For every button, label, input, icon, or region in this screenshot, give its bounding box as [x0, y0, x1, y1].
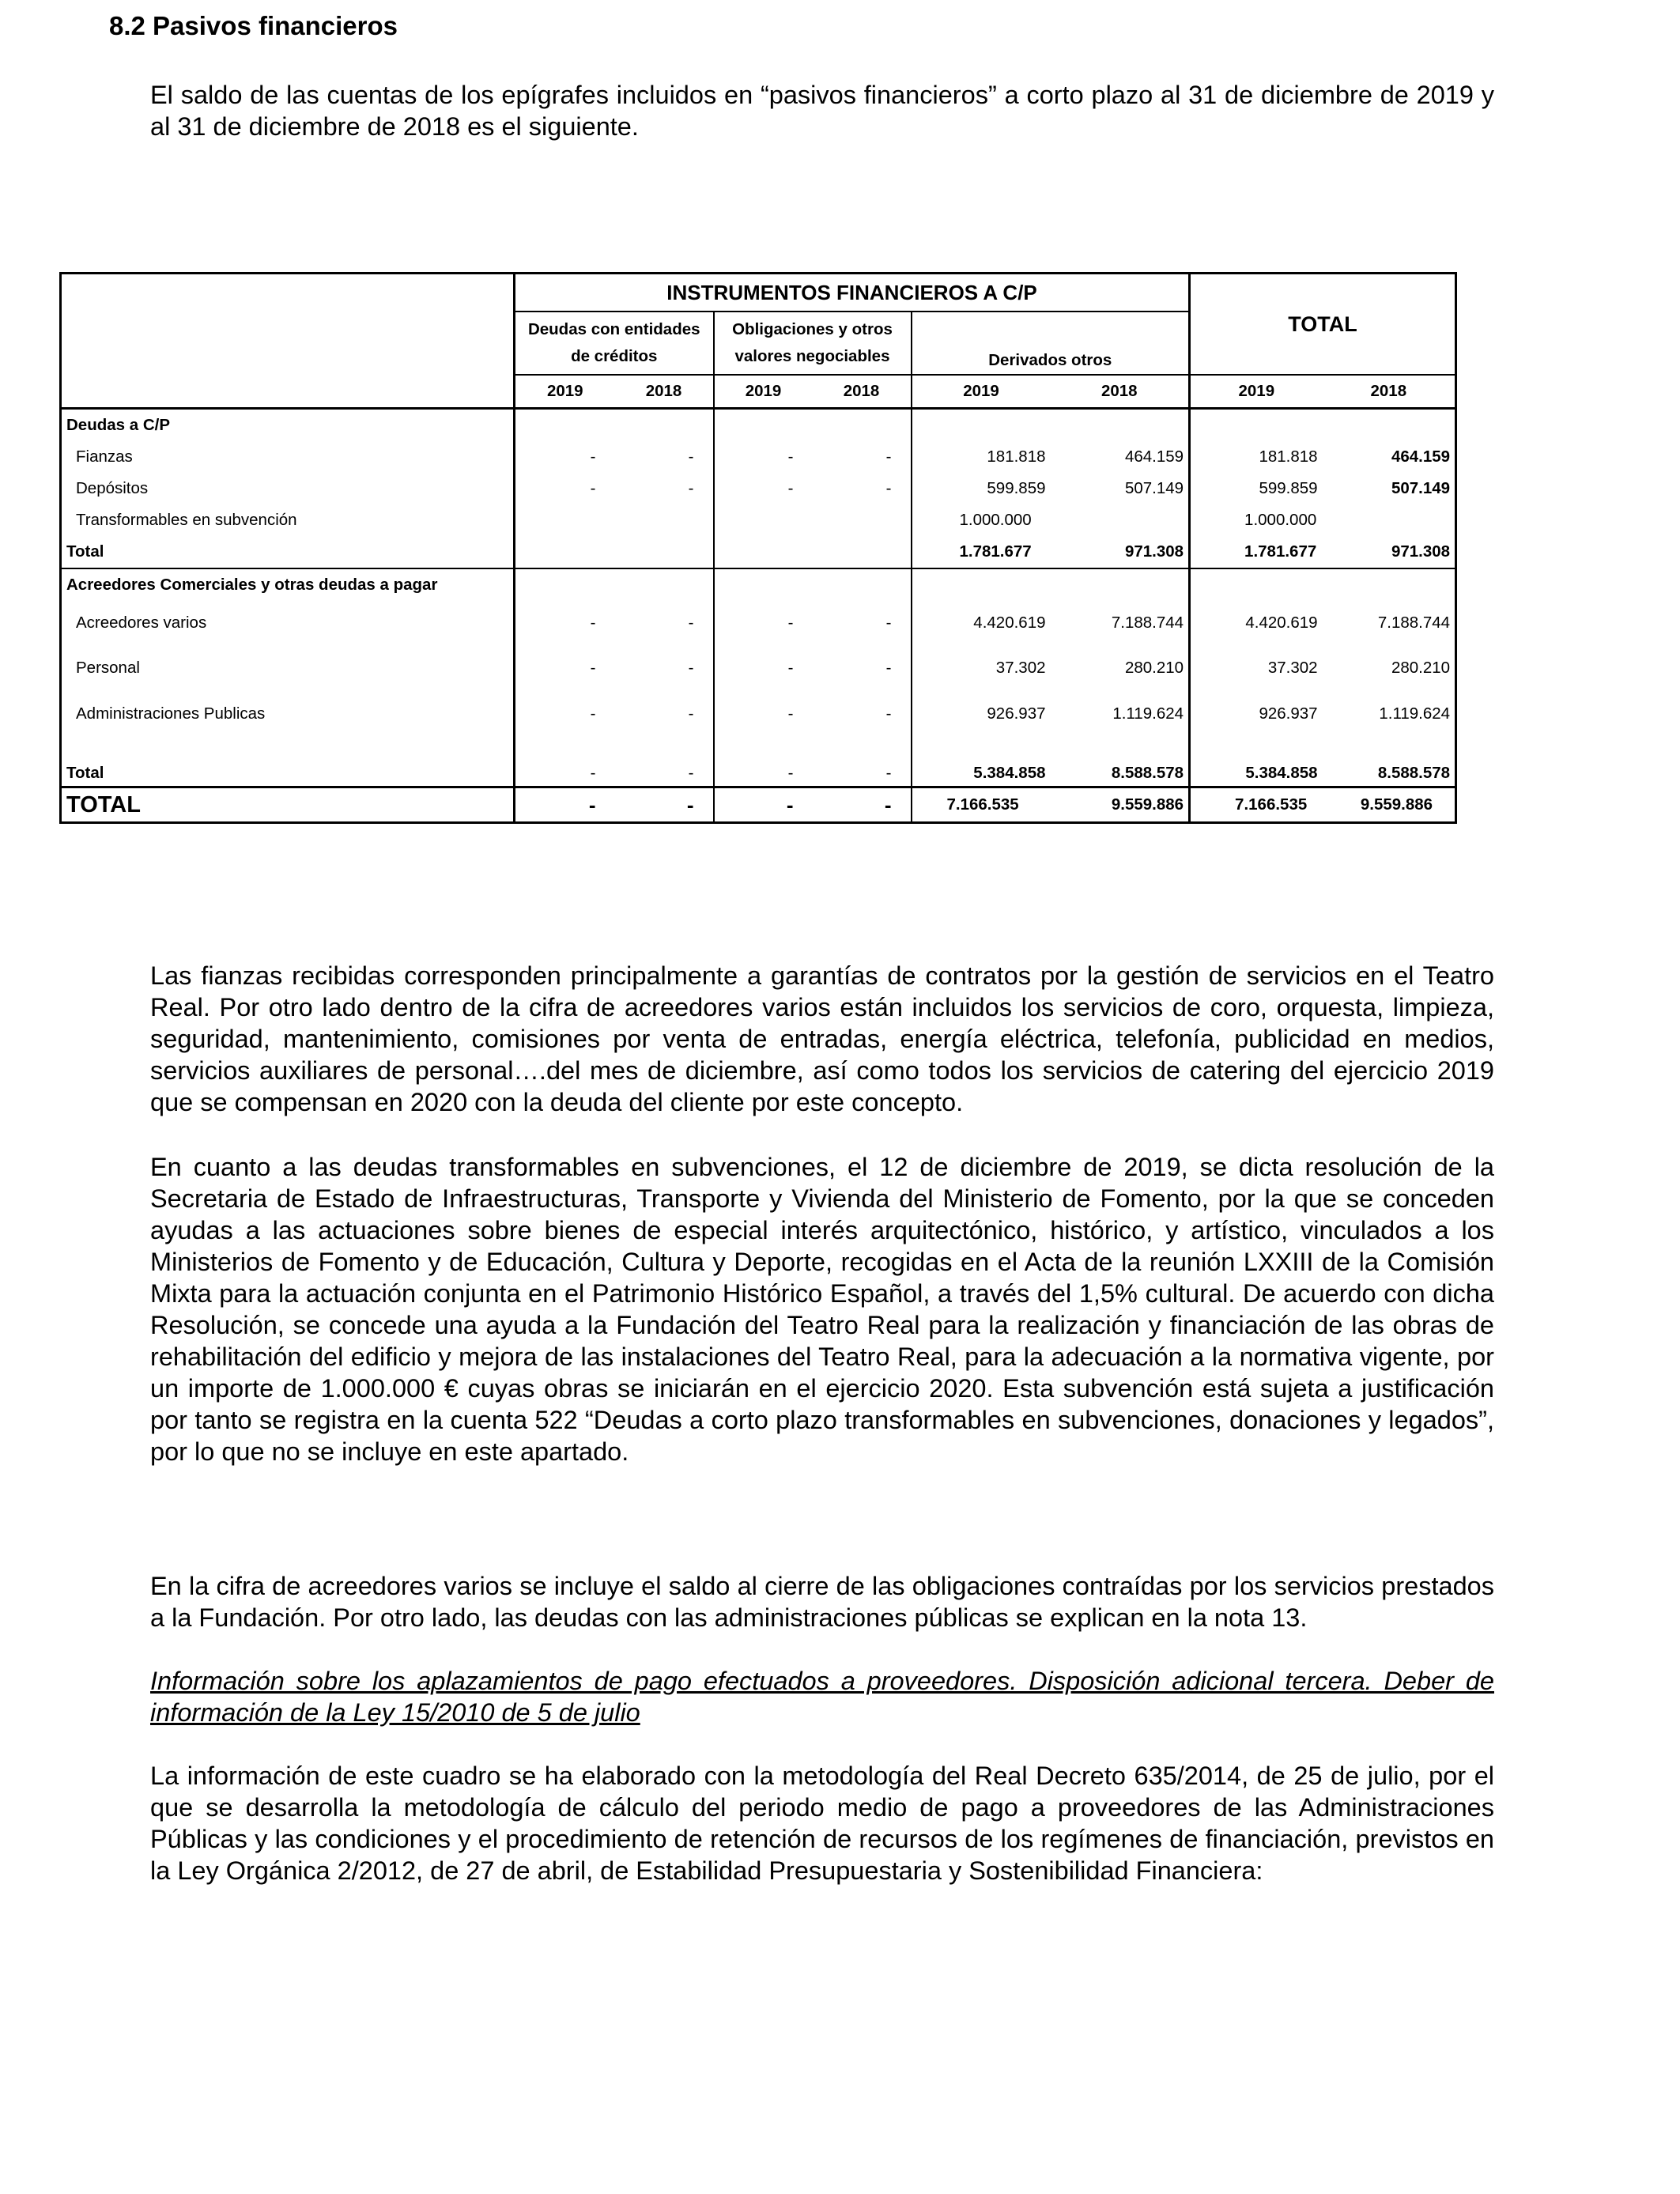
cell [813, 504, 912, 536]
cell: 7.188.744 [1377, 614, 1451, 632]
cell: 5.384.858 [1190, 737, 1323, 787]
row-label: Depósitos [76, 479, 149, 497]
cell: - [885, 614, 892, 632]
cell: 280.210 [1124, 659, 1184, 677]
cell: 37.302 [1190, 645, 1323, 691]
year-2019: 2019 [1190, 375, 1323, 409]
cell: 8.588.578 [1377, 764, 1451, 782]
cell: 926.937 [912, 691, 1051, 737]
cell: 1.000.000 [1190, 504, 1323, 536]
header-obligaciones: Obligaciones y otros valores negociables [714, 312, 912, 375]
cell: 464.159 [1391, 447, 1451, 466]
cell: - [515, 601, 615, 645]
cell: - [515, 473, 615, 504]
cell: - [885, 704, 892, 723]
cell: 971.308 [1051, 536, 1190, 568]
section-title: Acreedores Comerciales y otras deudas a pagar [66, 576, 438, 594]
header-derivados: Derivados otros [912, 312, 1190, 375]
table-row [61, 691, 1456, 737]
cell: - [714, 441, 813, 473]
cell: - [885, 659, 892, 677]
cell: - [885, 764, 892, 782]
cell: 280.210 [1391, 659, 1451, 677]
paragraph-subvenciones: En cuanto a las deudas transformables en subvenciones, el 12 de diciembre de 2019, se dicta resolución de la Secretaria de Estado de Infraestructuras, Transporte y Vivienda del Ministerio de Fomento, por la que se conceden ayudas a las actuaciones sobre bienes de especial interés arquitectónico, histórico, y artístico, vinculados a los Ministerios de Fomento y de Educación, Cultura y Deporte, recogidas en el Acta de la reunión LXXIII de la Comisión Mixta para la actuación conjunta en el Patrimonio Histórico Español, a través del 1,5% cultural. De acuerdo con dicha Resolución, se concede una ayuda a la Fundación del Teatro Real para la realización y financiación de las obras de rehabilitación del edificio y mejora de las instalaciones del Teatro Real, para la adecuación a la normativa vigente, por un importe de 1.000.000 € cuyas obras se iniciarán en el ejercicio 2020. Esta subvención está sujeta a justificación por tanto se registra en la cuenta 522 “Deudas a corto plazo transformables en subvenciones, donaciones y legados”, por lo que no se incluye en este apartado. [150, 1153, 1494, 1466]
year-2019: 2019 [714, 375, 813, 409]
cell [515, 504, 615, 536]
year-2018: 2018 [615, 375, 714, 409]
cell: - [615, 787, 714, 823]
cell: - [714, 737, 813, 787]
cell: - [688, 479, 694, 497]
subtitle-aplazamientos: Información sobre los aplazamientos de pago efectuados a proveedores. Disposición adicional tercera. Deber de información de la Ley 15/2010 de 5 de julio [150, 1667, 1494, 1727]
year-2018: 2018 [813, 375, 912, 409]
grand-total-row [61, 787, 1456, 823]
cell: 599.859 [912, 473, 1051, 504]
year-2018: 2018 [1323, 375, 1456, 409]
row-label: Total [61, 536, 515, 568]
group-header: INSTRUMENTOS FINANCIEROS A C/P [515, 274, 1190, 312]
cell: - [688, 447, 694, 466]
cell: - [515, 737, 615, 787]
cell: 8.588.578 [1111, 764, 1184, 782]
table-row [61, 737, 1456, 787]
row-label: Fianzas [76, 447, 133, 466]
intro-paragraph: El saldo de las cuentas de los epígrafes incluidos en “pasivos financieros” a corto plazo al 31 de diciembre de 2019 y al 31 de diciembre de 2018 es el siguiente. [150, 81, 1494, 141]
row-label: Acreedores varios [76, 614, 207, 632]
cell: 1.781.677 [1190, 536, 1323, 568]
cell: - [714, 691, 813, 737]
cell: 37.302 [912, 645, 1051, 691]
year-2018: 2018 [1051, 375, 1190, 409]
paragraph-metodologia: La información de este cuadro se ha elaborado con la metodología del Real Decreto 635/2014, de 25 de julio, por el que se desarrolla la metodología de cálculo del periodo medio de pago a proveedores de las Administraciones Públicas y las condiciones y el procedimiento de retención de recursos de los regímenes de financiación, previstos en la Ley Orgánica 2/2012, de 27 de abril, de Estabilidad Presupuestaria y Sostenibilidad Financiera: [150, 1762, 1494, 1885]
row-label: Administraciones Publicas [76, 704, 266, 723]
row-label: TOTAL [61, 787, 515, 823]
cell: 9.559.886 [1051, 787, 1190, 823]
cell: - [714, 473, 813, 504]
cell: 1.781.677 [912, 536, 1051, 568]
cell: 926.937 [1190, 691, 1323, 737]
cell: - [515, 787, 615, 823]
cell: 7.188.744 [1111, 614, 1184, 632]
cell: 181.818 [1190, 441, 1323, 473]
cell: 7.166.535 [912, 787, 1051, 823]
table-row [61, 441, 1456, 473]
cell: 1.119.624 [1379, 704, 1451, 723]
cell: - [688, 659, 694, 677]
cell: 507.149 [1124, 479, 1184, 497]
cell: - [885, 479, 892, 497]
table-row [61, 645, 1456, 691]
section-title: Deudas a C/P [61, 409, 515, 442]
cell: - [714, 645, 813, 691]
cell: 7.166.535 [1190, 787, 1323, 823]
cell: 1.000.000 [912, 504, 1051, 536]
cell: - [515, 691, 615, 737]
cell: 4.420.619 [1190, 601, 1323, 645]
header-deudas-entidades: Deudas con entidades de créditos [515, 312, 714, 375]
cell: 464.159 [1124, 447, 1184, 466]
cell: - [714, 787, 813, 823]
section-heading: 8.2 Pasivos financieros [109, 11, 398, 40]
cell: 971.308 [1323, 536, 1456, 568]
cell [1051, 504, 1190, 536]
cell [615, 504, 714, 536]
cell: 9.559.886 [1323, 787, 1456, 823]
cell: 4.420.619 [912, 601, 1051, 645]
cell: 5.384.858 [912, 737, 1051, 787]
year-2019: 2019 [912, 375, 1051, 409]
table-row [61, 536, 1456, 568]
cell: - [515, 645, 615, 691]
cell [1323, 504, 1456, 536]
row-label: Transformables en subvención [76, 511, 297, 529]
table-row [61, 473, 1456, 504]
total-header: TOTAL [1190, 274, 1456, 376]
cell: - [688, 614, 694, 632]
financial-liabilities-table [59, 272, 1455, 824]
cell: 1.119.624 [1112, 704, 1184, 723]
cell [714, 504, 813, 536]
table-row [61, 504, 1456, 536]
cell: - [688, 764, 694, 782]
paragraph-fianzas: Las fianzas recibidas corresponden principalmente a garantías de contratos por la gestión de servicios en el Teatro Real. Por otro lado dentro de la cifra de acreedores varios están incluidos los servicios de coro, orquesta, limpieza, seguridad, mantenimiento, comisiones por venta de entradas, energía eléctrica, telefonía, publicidad en medios, servicios auxiliares de personal….del mes de diciembre, así como todos los servicios de catering del ejercicio 2019 que se compensan en 2020 con la deuda del cliente por este concepto. [150, 961, 1494, 1116]
cell: 599.859 [1190, 473, 1323, 504]
cell: 507.149 [1391, 479, 1451, 497]
cell: - [885, 447, 892, 466]
header-blank [61, 274, 515, 409]
row-label: Total [66, 764, 104, 782]
cell: - [714, 601, 813, 645]
cell: - [813, 787, 912, 823]
year-2019: 2019 [515, 375, 615, 409]
row-label: Personal [76, 659, 140, 677]
cell: 181.818 [912, 441, 1051, 473]
cell: - [688, 704, 694, 723]
cell: - [515, 441, 615, 473]
table-row [61, 601, 1456, 645]
paragraph-acreedores: En la cifra de acreedores varios se incluye el saldo al cierre de las obligaciones contraídas por los servicios prestados a la Fundación. Por otro lado, las deudas con las administraciones públicas se explican en la nota 13. [150, 1572, 1494, 1632]
